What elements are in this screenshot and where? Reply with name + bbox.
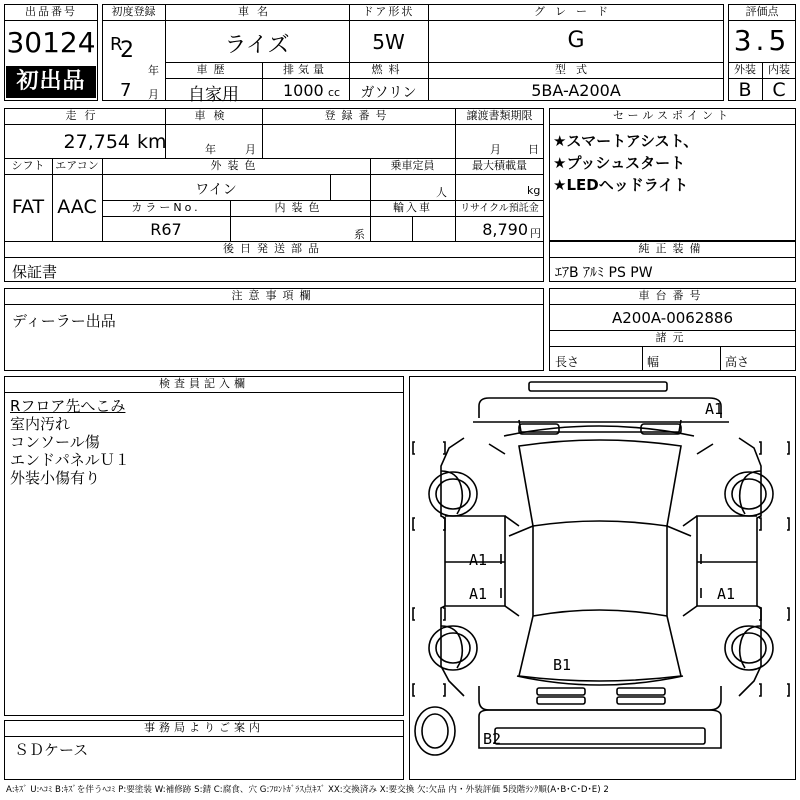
chassis-number: A200A-0062886 (611, 309, 734, 327)
year-unit: 年 (148, 64, 159, 77)
car-name-label: 車名 (238, 5, 276, 18)
capacity-unit: 人 (436, 186, 447, 199)
recycle-label: リサイクル預託金 (460, 203, 539, 214)
inspector-label: 検査員記入欄 (159, 377, 249, 390)
ac: AAC (57, 196, 97, 218)
sales-point-2: ★プッシュスタート (553, 154, 686, 172)
model: 5BA-A200A (531, 81, 621, 100)
exterior-score: B (738, 79, 752, 101)
shift-label: シフト (11, 159, 45, 172)
later-parts: 保証書 (12, 263, 58, 281)
recycle-unit: 円 (530, 227, 541, 240)
doors-label: ドア形状 (362, 5, 415, 18)
color-no-label: カラーNo. (131, 201, 201, 214)
load-unit: kg (527, 184, 541, 197)
transfer-month-unit: 月 (490, 143, 501, 156)
mileage: 27,754 (63, 131, 130, 153)
car-name: ライズ (224, 33, 290, 58)
first-listing-badge: 初出品 (6, 66, 96, 98)
mileage-label: 走行 (65, 109, 104, 122)
length-label: 長さ (555, 355, 580, 369)
ext-color: ワイン (195, 182, 237, 198)
interior-label: 内装 (768, 63, 790, 76)
width-label: 幅 (647, 355, 660, 369)
grade-label: グレード (534, 5, 618, 18)
fuel: ガソリン (360, 85, 417, 101)
damage-mark-front: A1 (705, 400, 724, 418)
inspection-label: 車検 (194, 109, 233, 122)
color-no: R67 (150, 220, 182, 239)
score-label: 評価点 (745, 5, 779, 18)
inspection-year-unit: 年 (205, 143, 216, 156)
inspector-line-3: コンソール傷 (10, 433, 100, 451)
transfer-label: 譲渡書類期限 (466, 109, 533, 122)
era: R (110, 34, 123, 55)
inspector-line-1: Rフロア先へこみ (10, 397, 126, 415)
lot-number: 30124 (6, 26, 96, 59)
displacement-label: 排気量 (283, 63, 328, 76)
genuine-equipment: ｴｱB ｱﾙﾐ PS PW (555, 265, 653, 281)
history-label: 車歴 (196, 63, 231, 76)
inspection-month-unit: 月 (245, 143, 256, 156)
sales-point-1: ★スマートアシスト、 (553, 132, 699, 150)
notes-label: 注意事項欄 (231, 289, 317, 302)
ac-label: エアコン (55, 159, 99, 172)
grade: G (567, 28, 585, 53)
doors: 5W (372, 30, 405, 54)
notes: ディーラー出品 (12, 312, 116, 330)
exterior-label: 外装 (734, 63, 756, 76)
score: 3.5 (733, 24, 791, 57)
mileage-unit: km (137, 131, 167, 153)
lot-number-label: 出品番号 (25, 5, 77, 18)
damage-mark-right-rear-door: A1 (717, 585, 736, 603)
capacity-label: 乗車定員 (390, 159, 435, 172)
first-reg-label: 初度登録 (111, 5, 156, 18)
later-parts-label: 後日発送部品 (223, 242, 325, 255)
height-label: 高さ (725, 355, 750, 369)
displacement-unit: cc (328, 86, 341, 99)
recycle-fee: 8,790 (482, 220, 528, 239)
displacement: 1000 (283, 81, 324, 100)
footer-legend: A:ｷｽﾞ U:ﾍｺﾐ B:ｷｽﾞを伴うﾍｺﾐ P:要塗装 W:補修跡 S:錆 C:腐食、穴 G:ﾌﾛﾝﾄｶﾞﾗｽ点ｷｽﾞ XX:交換済み X:要交換 欠:欠品 内・外装評価 5段階ﾗﾝｸ順(A･B･C･D･E) 2 (6, 785, 609, 795)
shift: FAT (11, 196, 45, 218)
inspector-line-2: 室内汚れ (10, 415, 71, 433)
damage-mark-left-rear-door: A1 (469, 585, 488, 603)
office-label: 事務局よりご案内 (144, 721, 264, 734)
car-body-diagram (409, 376, 796, 780)
damage-mark-left-front-door: A1 (469, 551, 488, 569)
int-color-label: 内装色 (274, 201, 326, 214)
fuel-label: 燃料 (371, 63, 406, 76)
interior-score: C (772, 79, 786, 101)
int-color-unit: 系 (354, 228, 365, 241)
history: 自家用 (188, 85, 239, 105)
damage-mark-rear-bumper: B2 (483, 730, 502, 748)
inspector-line-5: 外装小傷有り (10, 469, 101, 487)
transfer-day-unit: 日 (528, 143, 539, 156)
import-label: 輸入車 (393, 201, 432, 214)
load-label: 最大積載量 (472, 159, 527, 172)
inspector-line-4: エンドパネルＵ１ (10, 451, 130, 469)
reg-no-label: 登録番号 (324, 109, 393, 122)
month-num: 7 (120, 80, 132, 101)
month-unit: 月 (148, 88, 159, 101)
dims-label: 諸元 (655, 331, 690, 344)
damage-mark-rear-glass: B1 (553, 656, 572, 674)
year-num: 2 (120, 38, 134, 63)
ext-color-label: 外装色 (210, 159, 262, 172)
sales-points-label: セールスポイント (612, 109, 732, 122)
chassis-label: 車台番号 (638, 289, 707, 302)
office-note: ＳＤケース (14, 741, 89, 759)
genuine-label: 純正装備 (638, 242, 707, 255)
sales-point-3: ★LEDヘッドライト (553, 176, 689, 194)
model-label: 型式 (555, 63, 597, 76)
